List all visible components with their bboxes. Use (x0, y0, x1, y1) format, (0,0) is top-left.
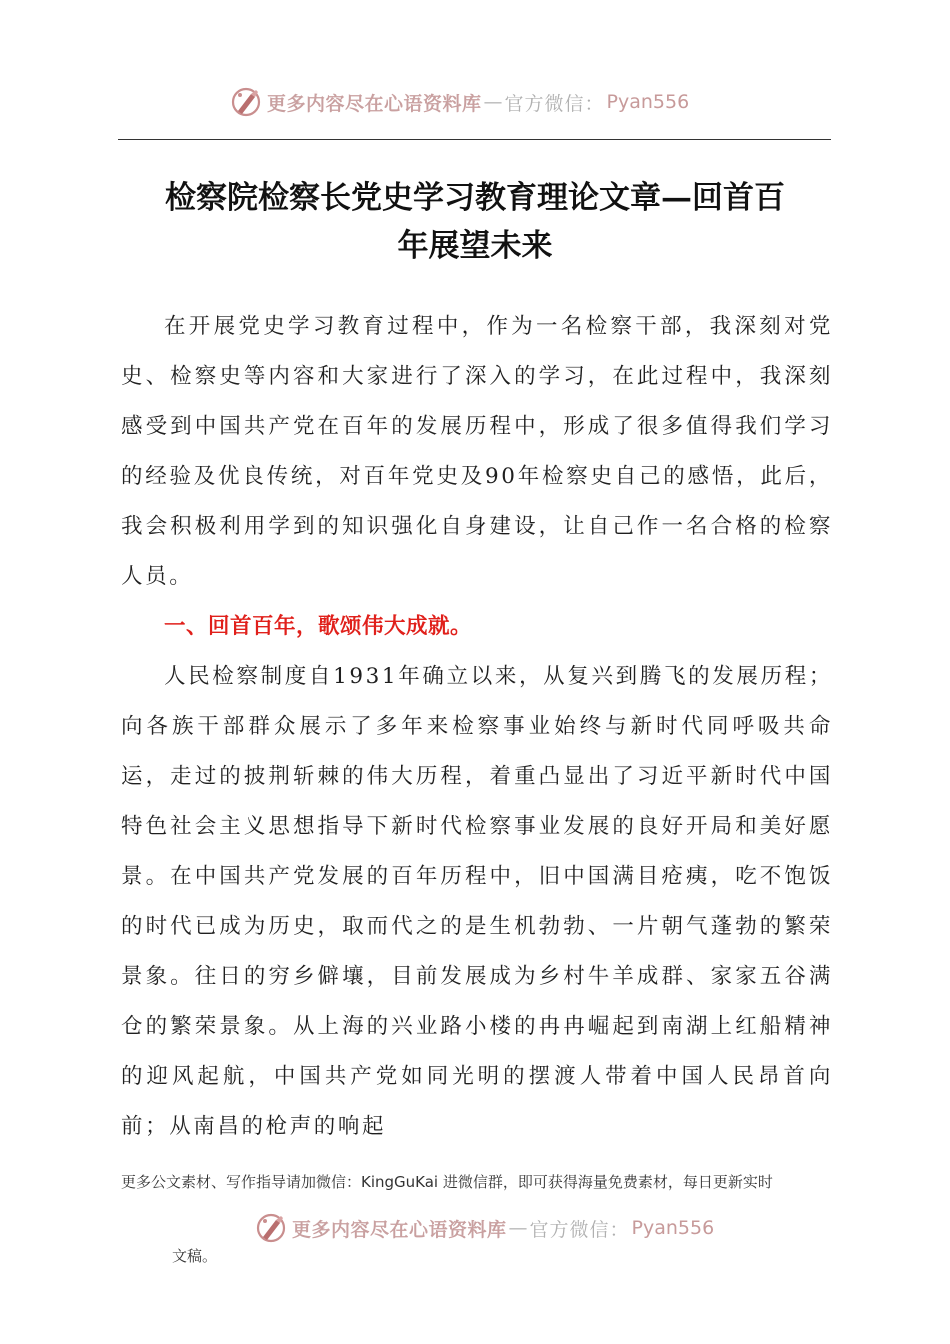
document-body (121, 302, 833, 1152)
watermark-text: 更多内容尽在心语资料库 (267, 92, 482, 115)
header-divider (118, 139, 831, 140)
intro-paragraph: 在开展党史学习教育过程中，作为一名检察干部，我深刻对党史、检察史等内容和大家进行了深入的学习，在此过程中，我深刻感受到中国共产党在百年的发展历程中，形成了很多值得我们学习的经验及优良传统，对百年党史及90年检察史自己的感悟，此后，我会积极利用学到的知识强化自身建设，让自己作一名合格的检察人员。 (121, 314, 833, 589)
watermark-text: 更多内容尽在心语资料库 (292, 1218, 507, 1241)
section-heading-1: 一、回首百年，歌颂伟大成就。 (164, 614, 473, 639)
footer-watermark (254, 1208, 714, 1248)
document-title (100, 174, 850, 270)
watermark-dash: — (508, 1217, 528, 1239)
footer-note: 更多公文素材、写作指导请加微信：KingGuKai 进微信群，即可获得海量免费素材，每日更新实时 (121, 1173, 773, 1191)
header-watermark (229, 82, 689, 122)
watermark-dash: — (483, 91, 503, 113)
title-line-1: 检察院检察长党史学习教育理论文章—回首百 (165, 180, 785, 216)
watermark-wechat-id: Pyan556 (631, 1217, 715, 1239)
title-line-2: 年展望未来 (397, 228, 553, 264)
footer-note-tail: 文稿。 (172, 1247, 218, 1265)
section-1-paragraph: 人民检察制度自1931年确立以来，从复兴到腾飞的发展历程；向各族干部群众展示了多年来检察事业始终与新时代同呼吸共命运，走过的披荆斩棘的伟大历程，着重凸显出了习近平新时代中国特色社会主义思想指导下新时代检察事业发展的良好开局和美好愿景。在中国共产党发展的百年历程中，旧中国满目疮痍，吃不饱饭的时代已成为历史，取而代之的是生机勃勃、一片朝气蓬勃的繁荣景象。往日的穷乡僻壤，目前发展成为乡村牛羊成群、家家五谷满仓的繁荣景象。从上海的兴业路小楼的冉冉崛起到南湖上红船精神的迎风起航，中国共产党如同光明的摆渡人带着中国人民昂首向前；从南昌的枪声的响起 (121, 664, 833, 1139)
watermark-wechat-id: Pyan556 (606, 91, 690, 113)
pen-nib-logo-icon (229, 85, 263, 119)
watermark-official-label: 官方微信： (504, 92, 605, 115)
watermark-official-label: 官方微信： (529, 1218, 630, 1241)
pen-nib-logo-icon (254, 1211, 288, 1245)
